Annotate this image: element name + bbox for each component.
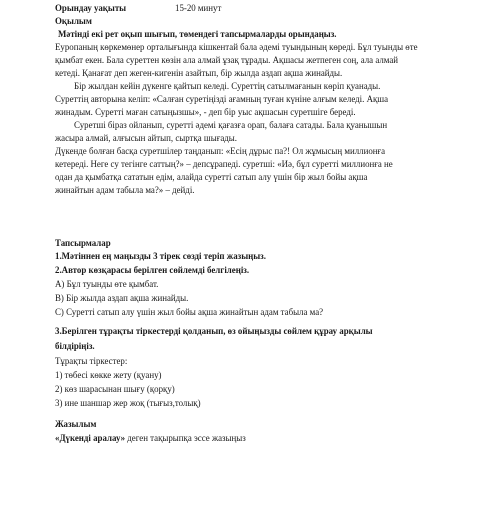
- text-line: қымбат екен. Бала суреттен көзін ала алмай ұзақ тұрады. Ақшасы жетпеген соң, ала алмай: [55, 55, 399, 65]
- reading-instruction: Мәтінді екі рет оқып шығып, төмендегі тапсырмаларды орындаңыз.: [58, 29, 337, 39]
- option-b: В) Бір жылда аздап ақша жинайды.: [55, 293, 189, 303]
- text-line: Суретші біраз ойланып, суретті әдемі қағазға орап, балаға сатады. Бала қуанышын: [74, 120, 388, 130]
- phrase-item: 1) төбесі көкке жету (қуану): [55, 370, 162, 380]
- option-c: С) Суретті сатып алу үшін жыл бойы ақша жинайтын адам табыла ма?: [55, 307, 324, 317]
- text-line: Суреттің авторына келіп: «Салған суретіңізді ағамның туған күніне алғым келеді. Ақша: [55, 94, 389, 104]
- text-line: Еуропаның көркемөнер орталығында кішкентай бала әдемі туындының көреді. Бұл туынды өте: [55, 42, 418, 52]
- text-line: жинайтын адам табыла ма?» – дейді.: [55, 185, 195, 195]
- reading-heading: Оқылым: [55, 16, 92, 26]
- phrases-label: Тұрақты тіркестер:: [55, 356, 128, 366]
- text-line: кетеді. Қанағат деп жеген-кигенін азайтып, бір жылда аздап ақша жинайды.: [55, 68, 343, 78]
- task-1: 1.Мәтіннен ең маңызды 3 тірек сөзді теріп жазыңыз.: [55, 251, 266, 261]
- text-line: кетереді. Неге су тегінге саттың?» – депсұрапеді. суретші: «Иә, бұл суретті миллионға не: [55, 159, 393, 169]
- phrase-item: 2) көз шарасынан шығу (қорқу): [55, 384, 175, 394]
- option-a: А) Бұл туынды өте қымбат.: [55, 279, 159, 289]
- task-3: 3.Берілген тұрақты тіркестерді қолданып, өз ойыңызды сөйлем құрау арқылы: [55, 326, 373, 336]
- task-3-continued: білдіріңіз.: [55, 341, 95, 351]
- time-label: Орындау уақыты: [55, 3, 127, 13]
- writing-task-topic: «Дүкенді аралау»: [55, 433, 126, 443]
- writing-task: [55, 432, 246, 444]
- phrase-item: 3) ине шаншар жер жоқ (тығыз,толық): [55, 398, 201, 408]
- text-line: жинадым. Суретті маған сатыңызшы», - деп бір уыс ақшасын суретшіге береді.: [55, 107, 356, 117]
- text-line: одан да қымбатқа сататын едім, алайда суретті сатып алу үшін бір жыл бойы ақша: [55, 172, 368, 182]
- writing-heading: Жазылым: [55, 419, 97, 429]
- text-line: Дүкенде болған басқа суретшілер таңданып: «Есің дұрыс па?! Ол жұмысың миллионға: [55, 146, 386, 156]
- tasks-heading: Тапсырмалар: [55, 238, 111, 248]
- writing-task-text: деген тақырыпқа эссе жазыңыз: [125, 433, 246, 443]
- time-value: 15-20 минут: [175, 3, 222, 13]
- task-2: 2.Автор көзқарасы берілген сөйлемді белгілеңіз.: [55, 265, 250, 275]
- text-line: жасыра алмай, алғысын айтып, сыртқа шығады.: [55, 133, 237, 143]
- text-line: Бір жылдан кейін дүкенге қайтып келеді. Суреттің сатылмағанын көріп қуанады.: [74, 81, 381, 91]
